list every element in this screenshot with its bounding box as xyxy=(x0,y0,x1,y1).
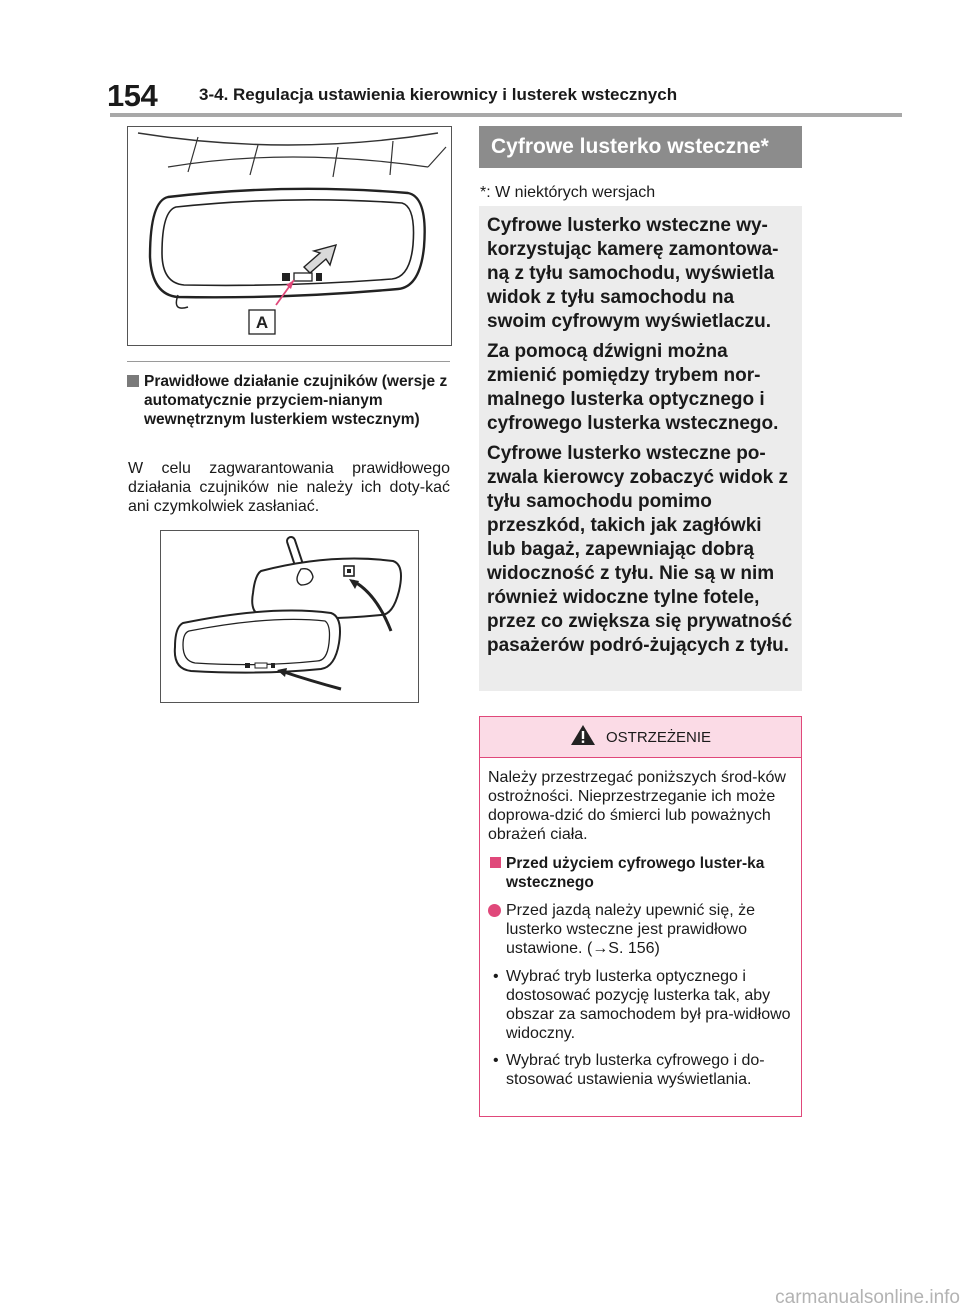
section-title-digital-mirror: Cyfrowe lusterko wsteczne* xyxy=(479,126,802,168)
header-rule xyxy=(110,113,902,117)
warning-bullet-item xyxy=(488,1051,793,1089)
warning-header xyxy=(480,717,801,758)
warning-title: OSTRZEŻENIE xyxy=(605,728,711,746)
section-rule xyxy=(127,361,450,362)
warning-subheading xyxy=(488,854,793,892)
mirror-illustration xyxy=(127,126,452,346)
bullet-icon: • xyxy=(493,1052,499,1069)
square-bullet-icon xyxy=(490,857,501,868)
sensor-body: W celu zagwarantowania prawidłowego działania czujników nie należy ich doty-kać ani czymkolwiek zasłaniać. xyxy=(128,460,450,515)
warning-bullet-text: Wybrać tryb lusterka cyfrowego i do-stosować ustawienia wyświetlania. xyxy=(506,1052,765,1088)
sensor-subheading-text: Prawidłowe działanie czujników (wersje z automatycznie przyciem-nianym wewnętrznym lusterkiem wstecznym) xyxy=(144,373,448,428)
warning-intro: Należy przestrzegać poniższych środ-ków ostrożności. Nieprzestrzeganie ich może doprowa-dzić do śmierci lub poważnych obrażeń ciała. xyxy=(488,769,786,843)
figure-label-a: A xyxy=(255,313,269,332)
warning-bullet-item xyxy=(488,967,793,1043)
warning-content xyxy=(480,758,801,1089)
warning-dot-text: Przed jazdą należy upewnić się, że lusterko wsteczne jest prawidłowo ustawione. (→S. 156) xyxy=(506,902,756,957)
page-number: 154 xyxy=(107,78,158,113)
dot-bullet-icon xyxy=(488,904,501,917)
intro-paragraph: Cyfrowe lusterko wsteczne po-zwala kierowcy zobaczyć widok z tyłu samochodu pomimo przeszkód, takich jak zagłówki lub bagaż, zapewniając dobrą widoczność z tyłu. Nie są w nim również widoczne tylne fotele, przez co zwiększa się prywatność pasażerów podró-żujących z tyłu. xyxy=(487,443,793,656)
sensor-location-illustration xyxy=(160,530,419,703)
square-bullet-icon xyxy=(127,375,139,387)
bullet-icon: • xyxy=(493,968,499,985)
warning-box xyxy=(479,716,802,1117)
chapter-title: 3-4. Regulacja ustawienia kierownicy i lusterek wstecznych xyxy=(199,85,678,104)
intro-paragraph: Cyfrowe lusterko wsteczne wy-korzystując kamerę zamontowa-ną z tyłu samochodu, wyświetla widok z tyłu samochodu na swoim cyfrowym wyświetlaczu. xyxy=(487,215,779,332)
intro-paragraph: Za pomocą dźwigni można zmienić pomiędzy trybem nor-malnego lusterka optycznego i cyfrowego lusterka wstecznego. xyxy=(487,341,779,434)
warning-bullet-text: Wybrać tryb lusterka optycznego i dostosować pozycję lusterka tak, aby obszar za samochodem był pra-widłowo widoczny. xyxy=(506,968,791,1042)
footnote: *: W niektórych wersjach xyxy=(480,184,656,201)
warning-triangle-icon xyxy=(570,724,596,750)
warning-dot-item xyxy=(488,901,793,958)
intro-box xyxy=(479,206,802,691)
warning-subheading-text: Przed użyciem cyfrowego luster-ka wstecznego xyxy=(506,855,765,891)
sensor-subheading xyxy=(127,372,452,429)
watermark: carmanualsonline.info xyxy=(775,1287,960,1308)
